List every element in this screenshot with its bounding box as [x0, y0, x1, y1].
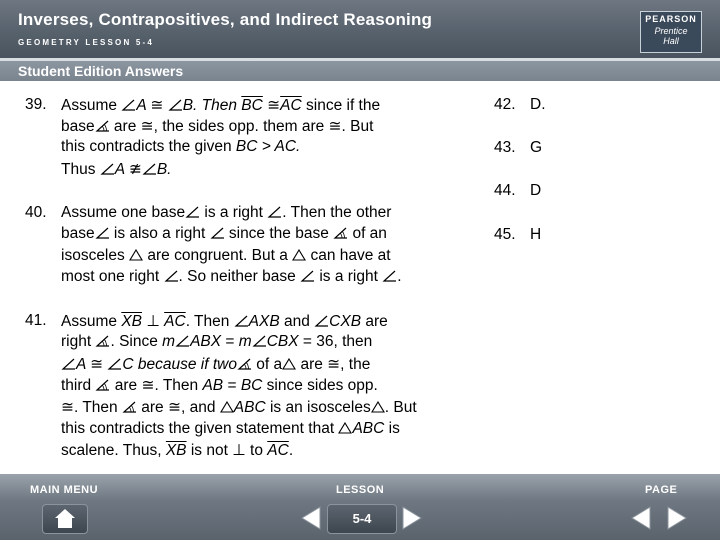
text: AB [202, 377, 224, 394]
angle-icon [175, 335, 190, 347]
answer-39-line-1 [61, 96, 380, 115]
answer-40-line-4 [61, 268, 402, 286]
triangle-icon [282, 358, 296, 370]
next-lesson-button[interactable] [399, 504, 425, 532]
text: are [136, 399, 168, 416]
text: CBX [266, 333, 299, 350]
page-label: PAGE [645, 484, 678, 496]
header-bar [0, 0, 720, 58]
main-menu-label: MAIN MENU [30, 484, 99, 496]
lesson-subtitle: GEOMETRY LESSON 5-4 [18, 38, 155, 47]
angles-icon [95, 120, 110, 132]
text: A [114, 161, 129, 178]
footer-bar [0, 474, 720, 540]
angles-icon [95, 335, 110, 347]
answer-41-line-1 [61, 312, 388, 331]
segment-ac: $\overline{AC}$ [164, 313, 186, 330]
prev-lesson-button[interactable] [298, 504, 324, 532]
text: since sides opp. [262, 377, 378, 394]
perpendicular-symbol: ⊥ [232, 442, 246, 459]
triangle-icon [338, 422, 352, 434]
angle-icon [267, 206, 282, 218]
text: BC > AC. [235, 138, 301, 155]
text: . Then [74, 399, 122, 416]
text: since if the [301, 97, 381, 114]
angle-icon [210, 227, 225, 239]
text: are [109, 118, 141, 135]
lesson-label: LESSON [336, 484, 385, 496]
text: . So neither base [178, 268, 301, 285]
text: Assume one base [61, 204, 186, 221]
angle-icon [300, 270, 315, 282]
text: . Then the other [282, 204, 392, 221]
text: m [162, 333, 176, 350]
text: base [61, 118, 95, 135]
answer-45-value: H [530, 226, 542, 243]
text: ABC [352, 420, 385, 437]
angle-icon [382, 270, 397, 282]
angle-icon [107, 358, 122, 370]
text: . [397, 268, 402, 285]
answer-39-line-4 [61, 160, 172, 179]
congruent-symbol: ≅ [327, 356, 341, 373]
answer-39-line-3 [61, 138, 300, 156]
logo-line3: Hall [663, 36, 679, 46]
segment-xb: $\overline{XB}$ [165, 442, 187, 459]
text: Assume [61, 313, 122, 330]
text: are congruent. But a [143, 247, 293, 264]
text: this contradicts the given statement that [61, 420, 339, 437]
answer-40-number: 40. [25, 204, 47, 221]
text: scalene. Thus, [61, 442, 166, 459]
text: B. [156, 161, 172, 178]
main-menu-button[interactable] [42, 504, 88, 534]
angles-icon [95, 379, 110, 391]
text: is [384, 420, 400, 437]
angle-icon [142, 163, 157, 175]
text: are [296, 356, 328, 373]
text: is not [186, 442, 233, 459]
answer-43-number: 43. [494, 139, 516, 156]
text: to [245, 442, 268, 459]
text: and [279, 313, 315, 330]
text: B. Then [182, 97, 242, 114]
text: . Then [185, 313, 234, 330]
text: are [110, 377, 142, 394]
congruent-symbol: ≅ [167, 399, 181, 416]
logo-brand: PEARSON [645, 14, 697, 24]
angle-icon [185, 206, 200, 218]
answer-44-number: 44. [494, 182, 516, 199]
text: ABC [233, 399, 266, 416]
angle-icon [168, 99, 183, 111]
angles-icon [333, 227, 348, 239]
text: C because if two [122, 356, 237, 373]
angles-icon [237, 358, 252, 370]
answer-40-line-1 [61, 204, 391, 222]
pearson-logo [640, 11, 702, 53]
congruent-symbol: ≅ [141, 377, 155, 394]
answer-44-value: D [530, 182, 542, 199]
answer-39-number: 39. [25, 96, 47, 113]
text: is a right [315, 268, 383, 285]
answer-41-number: 41. [25, 312, 47, 329]
logo-line2: Prentice [654, 26, 688, 36]
congruent-symbol: ≅ [328, 118, 342, 135]
segment-ac: $\overline{AC}$ [267, 442, 289, 459]
next-lesson-arrow-icon [403, 507, 421, 529]
prev-page-arrow-icon [632, 507, 650, 529]
triangles-icon [129, 249, 143, 261]
text: since the base [224, 225, 334, 242]
text: AXB [248, 313, 280, 330]
text: = [221, 333, 239, 350]
text: third [61, 377, 96, 394]
text: A [136, 97, 151, 114]
text: base [61, 225, 95, 242]
text: CXB [329, 313, 362, 330]
prev-page-button[interactable] [628, 504, 654, 532]
text: most one right [61, 268, 164, 285]
answer-40-line-2 [61, 225, 387, 243]
angle-icon [252, 335, 267, 347]
answer-41-line-4 [61, 376, 378, 395]
text: is an isosceles [265, 399, 371, 416]
segment-ac: $\overline{AC}$ [280, 97, 302, 114]
section-label: Student Edition Answers [18, 63, 184, 79]
triangle-icon [220, 401, 234, 413]
answer-42-number: 42. [494, 96, 516, 113]
segment-xb: $\overline{XB}$ [121, 313, 142, 330]
answer-43-value: G [530, 139, 543, 156]
triangle-icon [292, 249, 306, 261]
text: is a right [200, 204, 268, 221]
text: m [238, 333, 252, 350]
segment-bc: $\overline{BC}$ [241, 97, 263, 114]
text: . Since [110, 333, 163, 350]
text: Assume [61, 97, 122, 114]
text: of an [348, 225, 387, 242]
text: Thus [61, 161, 100, 178]
answer-41-line-7 [61, 441, 293, 460]
text: = 36, then [298, 333, 373, 350]
lesson-number-display: 5-4 [327, 504, 397, 534]
text: of a [251, 356, 283, 373]
not-congruent-symbol: ≇ [128, 161, 142, 178]
answer-41-line-2 [61, 333, 372, 351]
answer-42-value: D. [530, 96, 546, 113]
angles-icon [122, 401, 137, 413]
congruent-symbol: ≅ [150, 97, 164, 114]
text: ABX [190, 333, 222, 350]
text: , the [340, 356, 371, 373]
answer-40-line-3 [61, 247, 391, 265]
text: . Then [154, 377, 203, 394]
angle-icon [95, 227, 110, 239]
answer-45-number: 45. [494, 226, 516, 243]
text: . But [341, 118, 374, 135]
triangle-icon [371, 401, 385, 413]
perpendicular-symbol: ⊥ [146, 313, 160, 330]
text: , the sides opp. them are [153, 118, 329, 135]
text: right [61, 333, 96, 350]
text: isosceles [61, 247, 130, 264]
angle-icon [234, 315, 249, 327]
text: . But [384, 399, 417, 416]
congruent-symbol: ≅ [90, 356, 104, 373]
home-icon [43, 505, 87, 533]
answer-41-line-6 [61, 420, 400, 438]
angle-icon [100, 163, 115, 175]
next-page-button[interactable] [664, 504, 690, 532]
text: are [361, 313, 388, 330]
answer-41-line-3 [61, 355, 370, 374]
page-title: Inverses, Contrapositives, and Indirect Reasoning [18, 10, 433, 29]
answer-39-line-2 [61, 117, 373, 136]
prev-lesson-arrow-icon [302, 507, 320, 529]
angle-icon [61, 358, 76, 370]
text: is also a right [109, 225, 210, 242]
congruent-symbol: ≅ [140, 118, 154, 135]
section-band [0, 61, 720, 81]
next-page-arrow-icon [668, 507, 686, 529]
angle-icon [121, 99, 136, 111]
text: can have at [306, 247, 391, 264]
text: A [76, 356, 91, 373]
answer-41-line-5 [61, 398, 417, 417]
text: , and [180, 399, 220, 416]
congruent-symbol: ≅ [61, 399, 74, 416]
text: = [223, 377, 241, 394]
congruent-symbol: ≅ [267, 97, 281, 114]
text: this contradicts the given [61, 138, 236, 155]
angle-icon [164, 270, 179, 282]
text: BC [240, 377, 263, 394]
angle-icon [314, 315, 329, 327]
text: . [288, 442, 294, 459]
